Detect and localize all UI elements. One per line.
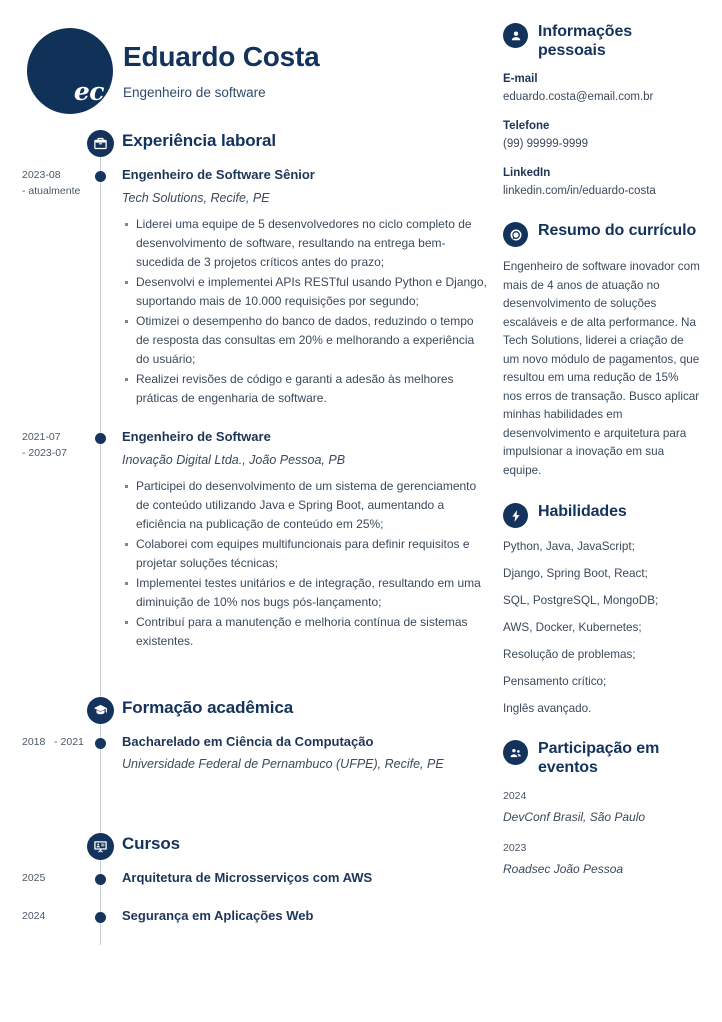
date-start: 2021-07: [22, 431, 61, 443]
date-start: 2018: [22, 736, 46, 748]
sidebar-section-personal-info: [503, 22, 700, 199]
section-title-education: Formação acadêmica: [122, 698, 294, 717]
entry-role: Segurança em Aplicações Web: [122, 908, 314, 923]
job-title: Engenheiro de software: [123, 85, 266, 100]
timeline-dot: [95, 738, 106, 749]
contact-field-linkedin: [503, 165, 700, 199]
skill-item: Inglês avançado.: [503, 702, 592, 715]
sidebar-section-summary: [503, 221, 700, 480]
entry-dates: [22, 908, 96, 924]
course-entry: [0, 869, 495, 886]
spacer: [0, 793, 495, 831]
date-start: 2023-08: [22, 169, 61, 181]
bullet-item: Implementei testes unitários e de integração, resultando em uma diminuição de 10% nos bugs pós-lançamento;: [122, 574, 489, 612]
bullet-item: Colaborei com equipes multifuncionais para definir requisitos e projetar soluções técnicas;: [122, 535, 489, 573]
sidebar-section-title: Informações pessoais: [538, 23, 633, 59]
bullet-item: Contribuí para a manutenção e melhoria contínua de sistemas existentes.: [122, 613, 489, 651]
section-title-experience: Experiência laboral: [122, 131, 277, 150]
contact-field-phone: [503, 118, 700, 152]
sidebar-section-header: [503, 502, 700, 528]
presentation-icon: [87, 833, 114, 860]
timeline-dot: [95, 912, 106, 923]
lightning-bolt-icon: [503, 503, 528, 528]
field-label: Telefone: [503, 120, 550, 132]
summary-text: Engenheiro de software inovador com mais de 4 anos de atuação no desenvolvimento de soluções escaláveis e de alta performance. Na Tech Solutions, liderei a criação de um novo módulo de pagamentos, que resultou em uma redução de 15% nos erros de transação. Busco aplicar minhas habilidades em desenvolvimento e arquitetura para impulsionar a inovação em sua equipe.: [503, 260, 700, 477]
experience-entry: [0, 166, 495, 408]
timeline-dot: [95, 171, 106, 182]
entry-org: Tech Solutions, Recife, PE: [122, 191, 270, 205]
entry-org: Inovação Digital Ltda., João Pessoa, PB: [122, 453, 346, 467]
entry-org: Universidade Federal de Pernambuco (UFPE), Recife, PE: [122, 757, 444, 771]
skill-item: Pensamento crítico;: [503, 675, 607, 688]
sidebar-section-title: Participação em eventos: [538, 740, 660, 776]
bullet-item: Liderei uma equipe de 5 desenvolvedores no ciclo completo de desenvolvimento de software, resultando na entrega bem-sucedida de 3 projetos críticos antes do prazo;: [122, 215, 489, 272]
bullet-item: Otimizei o desempenho do banco de dados, reduzindo o tempo de resposta das consultas em 20% e melhorando a experiência do usuário;: [122, 312, 489, 369]
event-name: DevConf Brasil, São Paulo: [503, 810, 646, 824]
sidebar-section-title: Resumo do currículo: [538, 222, 697, 239]
entry-role: Engenheiro de Software: [122, 429, 271, 444]
event-name: Roadsec João Pessoa: [503, 862, 624, 876]
contact-field-email: [503, 71, 700, 105]
date-start: 2024: [22, 910, 46, 922]
timeline-dot: [95, 433, 106, 444]
skill-item: SQL, PostgreSQL, MongoDB;: [503, 594, 659, 607]
sidebar-section-header: [503, 221, 700, 247]
entry-role: Bacharelado em Ciência da Computação: [122, 734, 374, 749]
briefcase-icon: [87, 130, 114, 157]
field-value[interactable]: eduardo.costa@email.com.br: [503, 91, 654, 103]
entry-dates: [22, 734, 96, 750]
entry-bullets: [122, 215, 489, 408]
bullet-item: Realizei revisões de código e garanti a adesão às melhores práticas de engenharia de software.: [122, 370, 489, 408]
bullet-item: Participei do desenvolvimento de um sistema de gerenciamento de conteúdo utilizando Java e Spring Boot, aumentando a eficiência na publicação de conteúdo em 25%;: [122, 477, 489, 534]
avatar: [27, 28, 113, 114]
entry-dates: [22, 429, 96, 461]
spacer: [0, 410, 495, 428]
entry-role: Arquitetura de Microsserviços com AWS: [122, 870, 373, 885]
section-header-experience: [0, 128, 495, 164]
skill-item: AWS, Docker, Kubernetes;: [503, 621, 642, 634]
experience-entry: [0, 428, 495, 651]
course-entry: [0, 907, 495, 924]
event-item: [503, 840, 700, 877]
event-year: 2024: [503, 790, 527, 802]
timeline-dot: [95, 874, 106, 885]
education-entry: [0, 733, 495, 773]
bullet-item: Desenvolvi e implementei APIs RESTful usando Python e Django, suportando mais de 10.000 requisições por segundo;: [122, 273, 489, 311]
date-end: - 2021: [54, 736, 84, 748]
date-end: - atualmente: [22, 185, 81, 197]
person-icon: [503, 23, 528, 48]
entry-dates: [22, 167, 96, 199]
date-start: 2025: [22, 872, 46, 884]
avatar-monogram: ec: [73, 77, 104, 106]
event-year: 2023: [503, 842, 527, 854]
people-group-icon: [503, 740, 528, 765]
sidebar-section-header: [503, 22, 700, 60]
sidebar-section-skills: [503, 502, 700, 717]
skill-item: Python, Java, JavaScript;: [503, 540, 635, 553]
sidebar-section-events: [503, 739, 700, 877]
field-label: E-mail: [503, 73, 538, 85]
entry-dates: [22, 870, 96, 886]
page-title: Eduardo Costa: [123, 41, 320, 72]
field-label: LinkedIn: [503, 167, 551, 179]
sidebar-section-header: [503, 739, 700, 777]
skill-item: Django, Spring Boot, React;: [503, 567, 648, 580]
sidebar-section-title: Habilidades: [538, 503, 627, 520]
date-end: - 2023-07: [22, 447, 67, 459]
entry-bullets: [122, 477, 489, 651]
field-value[interactable]: linkedin.com/in/eduardo-costa: [503, 185, 656, 197]
section-header-courses: [0, 831, 495, 867]
skill-item: Resolução de problemas;: [503, 648, 636, 661]
section-header-education: [0, 695, 495, 731]
spacer: [0, 653, 495, 695]
main-column: [0, 128, 495, 945]
graduation-cap-icon: [87, 697, 114, 724]
event-item: [503, 788, 700, 825]
field-value[interactable]: (99) 99999-9999: [503, 138, 589, 150]
sidebar: [495, 0, 722, 899]
entry-role: Engenheiro de Software Sênior: [122, 167, 315, 182]
section-title-courses: Cursos: [122, 834, 180, 853]
resume-header: [0, 0, 495, 128]
speech-bubble-icon: [503, 222, 528, 247]
